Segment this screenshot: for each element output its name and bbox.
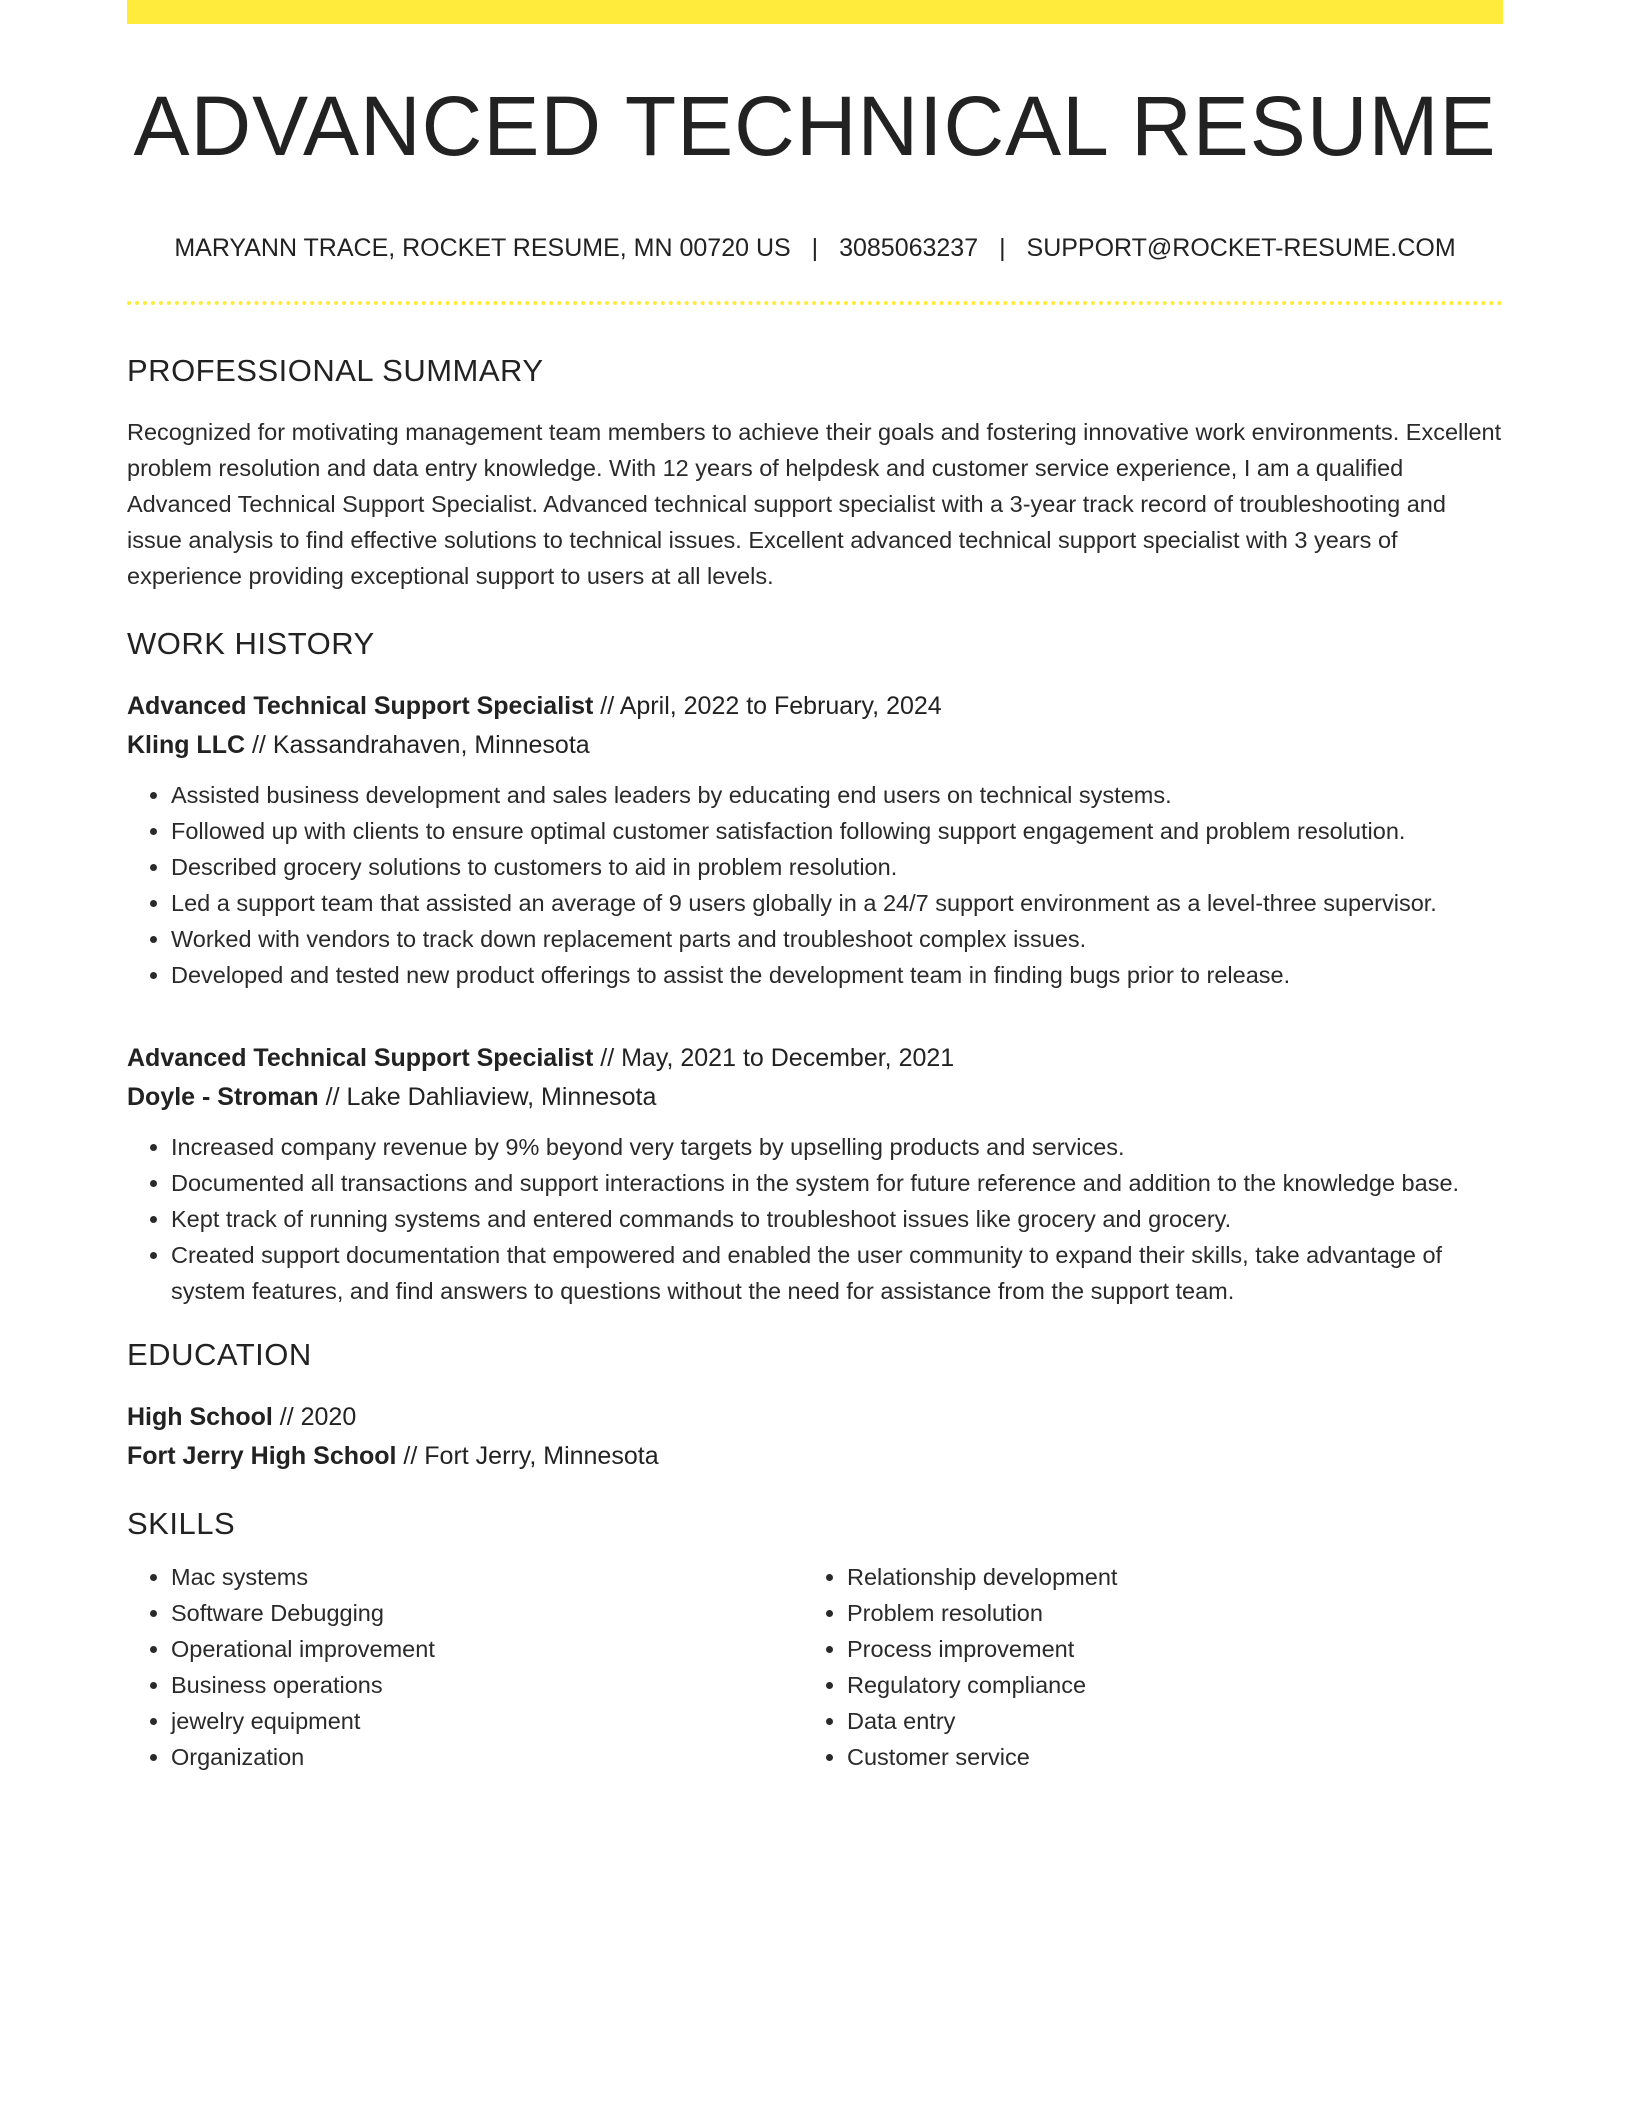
job-title: Advanced Technical Support Specialist — [127, 1044, 594, 1072]
job-company: Kling LLC — [127, 731, 246, 759]
skill-item: • Relationship development — [847, 1559, 1479, 1595]
job-bullet: • Created support documentation that empowered and enabled the user community to expand their skills, take advantage of system features, and find answers to questions without the need for assistance from the support team. — [171, 1237, 1503, 1309]
job-company: Doyle - Stroman — [127, 1083, 319, 1111]
skill-item: • Software Debugging — [171, 1595, 803, 1631]
job-entry — [127, 687, 1503, 993]
contact-phone: 3085063237 — [839, 234, 979, 262]
contact-address: MARYANN TRACE, ROCKET RESUME, MN 00720 US — [174, 234, 791, 262]
top-accent-bar — [127, 0, 1503, 24]
education-degree-line — [127, 1398, 1503, 1437]
job-dates: // April, 2022 to February, 2024 — [593, 692, 942, 720]
contact-separator: | — [811, 234, 819, 262]
job-location: // Lake Dahliaview, Minnesota — [318, 1083, 657, 1111]
education-school: Fort Jerry High School — [127, 1442, 397, 1470]
skills-list — [127, 1559, 1503, 1775]
contact-email: SUPPORT@ROCKET-RESUME.COM — [1026, 234, 1456, 262]
contact-separator: | — [999, 234, 1006, 262]
skill-item: • Organization — [171, 1739, 803, 1775]
summary-text: Recognized for motivating management team members to achieve their goals and fostering innovative work environments. Excellent problem resolution and data entry knowledge. With 12 years of helpdesk and customer service experience, I am a qualified Advanced Technical Support Specialist. Advanced technical support specialist with a 3-year track record of troubleshooting and issue analysis to find effective solutions to technical issues. Excellent advanced technical support specialist with 3 years of experience providing exceptional support to users at all levels. — [127, 419, 1502, 589]
work-history-heading: WORK HISTORY — [127, 626, 375, 661]
skill-item: • Problem resolution — [847, 1595, 1479, 1631]
job-title: Advanced Technical Support Specialist — [127, 692, 594, 720]
job-entry — [127, 1039, 1503, 1309]
dotted-divider — [127, 301, 1503, 305]
skills-column-right — [803, 1559, 1479, 1775]
education-year: // 2020 — [272, 1403, 357, 1431]
job-bullet: • Worked with vendors to track down replacement parts and troubleshoot complex issues. — [171, 921, 1503, 957]
education-location: // Fort Jerry, Minnesota — [396, 1442, 659, 1470]
job-dates: // May, 2021 to December, 2021 — [593, 1044, 955, 1072]
job-bullet: • Described grocery solutions to customers to aid in problem resolution. — [171, 849, 1503, 885]
job-title-line — [127, 1039, 1503, 1078]
job-company-line — [127, 726, 1503, 765]
education-entry — [127, 1398, 1503, 1476]
skill-item: • Mac systems — [171, 1559, 803, 1595]
job-bullet: • Developed and tested new product offerings to assist the development team in finding bugs prior to release. — [171, 957, 1503, 993]
job-bullet: • Documented all transactions and support interactions in the system for future reference and addition to the knowledge base. — [171, 1165, 1503, 1201]
education-school-line — [127, 1437, 1503, 1476]
resume-title: ADVANCED TECHNICAL RESUME — [133, 79, 1497, 173]
resume-page — [127, 0, 1503, 1775]
job-bullets — [127, 777, 1503, 993]
job-bullets — [127, 1129, 1503, 1309]
job-location: // Kassandrahaven, Minnesota — [245, 731, 590, 759]
job-title-line — [127, 687, 1503, 726]
skill-item: • Operational improvement — [171, 1631, 803, 1667]
job-bullet: • Followed up with clients to ensure optimal customer satisfaction following support engagement and problem resolution. — [171, 813, 1503, 849]
skills-heading: SKILLS — [127, 1506, 236, 1541]
skill-item: • Process improvement — [847, 1631, 1479, 1667]
job-bullet: • Kept track of running systems and entered commands to troubleshoot issues like grocery and grocery. — [171, 1201, 1503, 1237]
job-bullet: • Led a support team that assisted an average of 9 users globally in a 24/7 support environment as a level-three supervisor. — [171, 885, 1503, 921]
contact-line — [127, 236, 1503, 261]
job-company-line — [127, 1078, 1503, 1117]
job-bullet: • Assisted business development and sales leaders by educating end users on technical systems. — [171, 777, 1503, 813]
summary-heading: PROFESSIONAL SUMMARY — [127, 353, 544, 388]
skills-column-left — [127, 1559, 803, 1775]
education-degree: High School — [127, 1403, 273, 1431]
skill-item: • Data entry — [847, 1703, 1479, 1739]
skill-item: • Business operations — [171, 1667, 803, 1703]
skill-item: • jewelry equipment — [171, 1703, 803, 1739]
skill-item: • Customer service — [847, 1739, 1479, 1775]
job-bullet: • Increased company revenue by 9% beyond very targets by upselling products and services. — [171, 1129, 1503, 1165]
skill-item: • Regulatory compliance — [847, 1667, 1479, 1703]
education-heading: EDUCATION — [127, 1337, 312, 1372]
